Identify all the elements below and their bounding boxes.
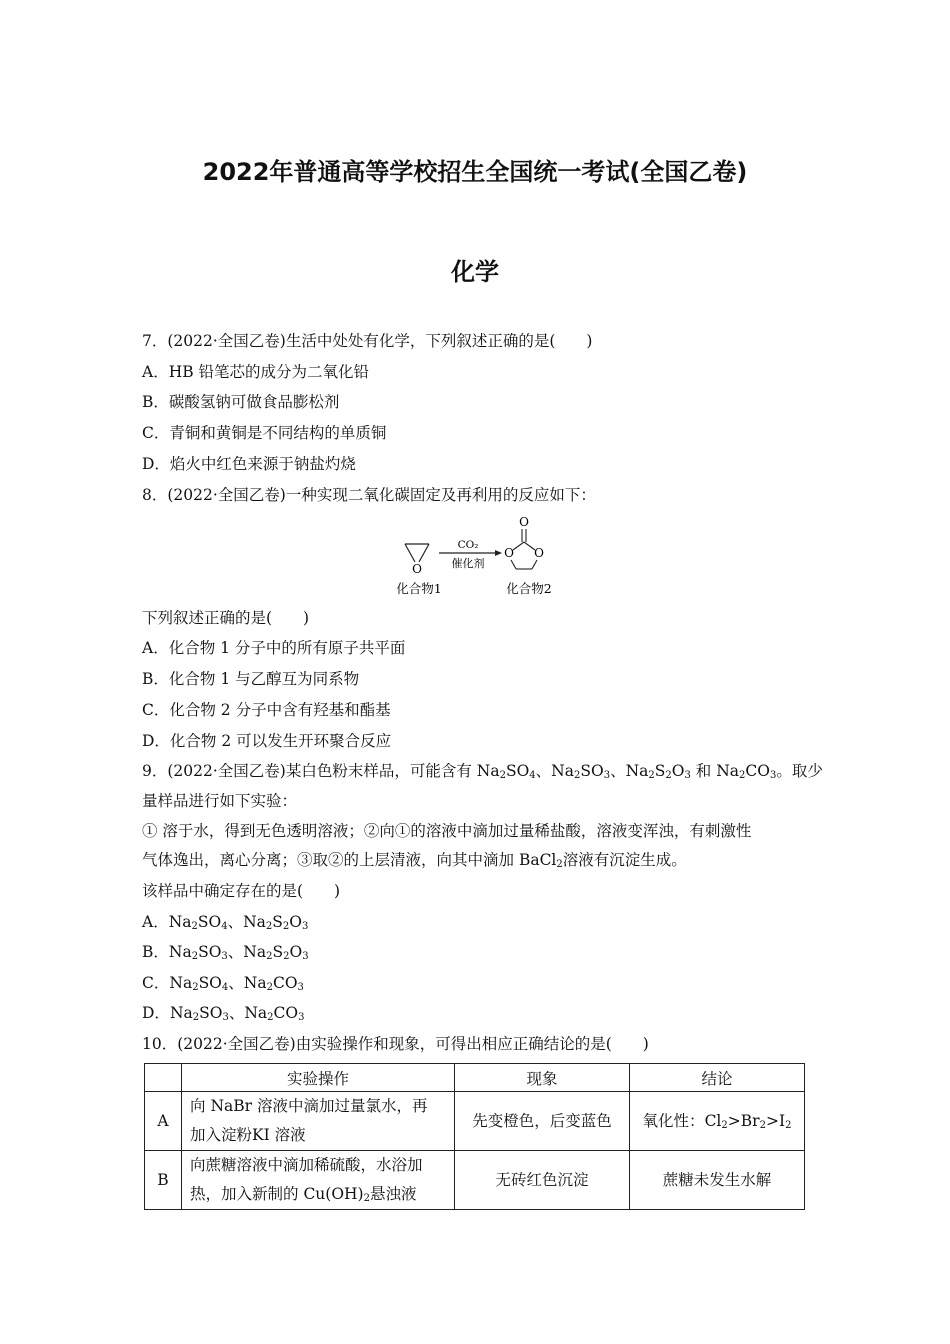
carbonyl-oxygen: O — [519, 515, 529, 529]
header-phenomenon: 现象 — [455, 1064, 630, 1092]
q9-option-a[interactable]: A．$Na_2SO_4$、$Na_2S_2O_3$ — [142, 913, 309, 932]
row-b-conclusion: 蔗糖未发生水解 — [630, 1151, 805, 1210]
header-conclusion: 结论 — [630, 1064, 805, 1092]
ring-oxygen-left: O — [504, 546, 514, 560]
q9-option-b[interactable]: B．$Na_2SO_3$、$Na_2S_2O_3$ — [142, 943, 309, 962]
q9-option-c[interactable]: C．$Na_2SO_4$、$Na_2CO_3$ — [142, 974, 304, 993]
q9-stem-line2: 量样品进行如下实验： — [142, 792, 298, 810]
q7-option-a[interactable]: A．HB 铅笔芯的成分为二氧化铅 — [142, 363, 370, 381]
q8-option-d[interactable]: D．化合物 2 可以发生开环聚合反应 — [142, 732, 392, 750]
formula-na2so4: $Na_2SO_4$ — [476, 762, 536, 781]
row-a-operation: 向 NaBr 溶液中滴加过量氯水，再 加入淀粉KI 溶液 — [182, 1092, 455, 1151]
epoxide-oxygen: O — [412, 562, 422, 576]
table-row[interactable] — [145, 1151, 805, 1210]
formula-bacl2: BaCl$_2$ — [518, 851, 563, 870]
q10-stem: 10．(2022·全国乙卷)由实验操作和现象，可得出相应正确结论的是( ) — [142, 1035, 649, 1053]
q8-option-a[interactable]: A．化合物 1 分子中的所有原子共平面 — [142, 639, 406, 657]
q7-option-c[interactable]: C．青铜和黄铜是不同结构的单质铜 — [142, 424, 387, 442]
table-header-row — [145, 1064, 805, 1092]
q7-option-b[interactable]: B．碳酸氢钠可做食品膨松剂 — [142, 393, 340, 411]
q8-prompt: 下列叙述正确的是( ) — [142, 609, 310, 627]
reaction-scheme — [395, 512, 565, 598]
q8-option-c[interactable]: C．化合物 2 分子中含有羟基和酯基 — [142, 701, 391, 719]
compound1-label: 化合物1 — [396, 581, 442, 596]
q7-option-d[interactable]: D．焰火中红色来源于钠盐灼烧 — [142, 455, 356, 473]
reagent-catalyst: 催化剂 — [451, 557, 485, 570]
row-b-phenomenon: 无砖红色沉淀 — [455, 1151, 630, 1210]
q9-stem-line4: 气体逸出，离心分离；③取②的上层清液，向其中滴加 BaCl$_2$溶液有沉淀生成。 — [142, 851, 687, 870]
formula-na2so3: $Na_2SO_3$ — [551, 762, 611, 781]
subject-title: 化学 — [451, 258, 499, 286]
compound2-structure — [504, 515, 544, 569]
row-label-b: B — [145, 1151, 182, 1210]
q9-stem-line1: 9．(2022·全国乙卷)某白色粉末样品，可能含有 $Na_2SO_4$、$Na_2SO_3$、$Na_2S_2O_3$ 和 $Na_2CO_3$。取少 — [142, 762, 823, 781]
formula-na2co3: $Na_2CO_3$ — [716, 762, 777, 781]
page-title: 2022年普通高等学校招生全国统一考试(全国乙卷) — [202, 158, 748, 186]
q7-stem: 7．(2022·全国乙卷)生活中处处有化学，下列叙述正确的是( ) — [142, 332, 593, 350]
compound1-structure — [405, 544, 429, 576]
reagent-co2: CO₂ — [457, 539, 479, 551]
formula-na2s2o3: $Na_2S_2O_3$ — [625, 762, 691, 781]
q8-stem: 8．(2022·全国乙卷)一种实现二氧化碳固定及再利用的反应如下： — [142, 486, 596, 504]
header-blank — [145, 1064, 182, 1092]
q9-prompt: 该样品中确定存在的是( ) — [142, 882, 341, 900]
row-a-conclusion: 氧化性：$Cl_2>Br_2>I_2$ — [630, 1092, 805, 1151]
table-row[interactable] — [145, 1092, 805, 1151]
row-label-a: A — [145, 1092, 182, 1151]
compound2-label: 化合物2 — [506, 581, 552, 596]
q8-option-b[interactable]: B．化合物 1 与乙醇互为同系物 — [142, 670, 360, 688]
q9-stem-line3: ① 溶于水，得到无色透明溶液；②向①的溶液中滴加过量稀盐酸，溶液变浑浊，有刺激性 — [142, 822, 752, 840]
ring-oxygen-right: O — [534, 546, 544, 560]
row-a-phenomenon: 先变橙色，后变蓝色 — [455, 1092, 630, 1151]
row-b-operation: 向蔗糖溶液中滴加稀硫酸，水浴加 热，加入新制的 $Cu(OH)_2$悬浊液 — [182, 1151, 455, 1210]
q10-table — [144, 1063, 805, 1210]
q9-option-d[interactable]: D．$Na_2SO_3$、$Na_2CO_3$ — [142, 1004, 305, 1023]
header-operation: 实验操作 — [182, 1064, 455, 1092]
